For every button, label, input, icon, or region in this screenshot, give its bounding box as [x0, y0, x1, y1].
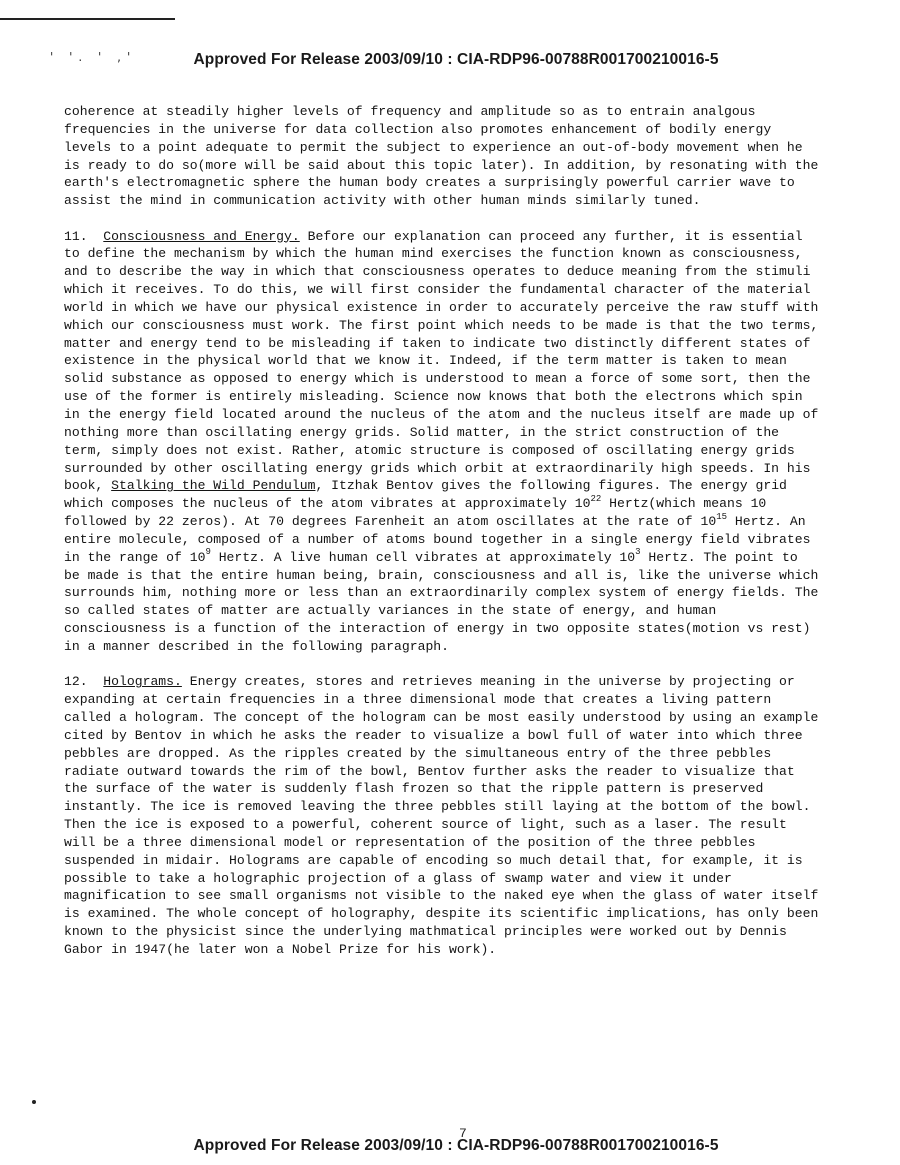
- footer-release-stamp: Approved For Release 2003/09/10 : CIA-RDP96-00788R001700210016-5: [193, 1137, 719, 1154]
- section-11-number: 11.: [64, 228, 88, 244]
- scan-dot: [32, 1100, 36, 1104]
- exponent-22: 22: [590, 493, 602, 504]
- document-body: [64, 103, 820, 959]
- section-11-text-6: Hertz. A live human cell vibrates at approximately 10: [210, 549, 636, 565]
- section-11-text-7: Hertz. The point to be made is that the entire human being, brain, consciousness and all is, like the universe which surrounds him, nothing more or less than an extraordinarily complex system of energy fields. The so called states of matter are actually variances in the state of energy, and human consciousness is a function of the interaction of energy in two opposite states(motion vs rest) in a manner described in the following paragraph.: [64, 549, 819, 654]
- section-12-heading: Holograms.: [103, 674, 182, 690]
- page-number: 7: [459, 1126, 467, 1141]
- section-11-text-3: the nucleus of the atom vibrates at approximately 10: [174, 496, 591, 512]
- scan-specks: ' '. ' ,': [50, 50, 137, 64]
- section-11-text-4: Hertz(which means 10 followed by 22 zeros). At 70 degrees Farenheit an atom oscillates at the rate of 10: [64, 496, 767, 530]
- exponent-15: 15: [716, 511, 727, 522]
- section-11-heading: Consciousness and Energy.: [103, 228, 300, 244]
- exponent-3: 3: [635, 547, 641, 558]
- section-11-text-2b: energy grid which composes: [64, 478, 787, 512]
- section-12-number: 12.: [64, 674, 88, 690]
- header-release-stamp: Approved For Release 2003/09/10 : CIA-RDP96-00788R001700210016-5: [193, 51, 719, 68]
- paragraph-continuation: coherence at steadily higher levels of frequency and amplitude so as to entrain analgous frequencies in the universe for data collection also promotes enhancement of bodily energy levels to a point adequate to permit the subject to experience an out-of-body movement when he is ready to do so(more will be said about this topic later). In addition, by resonating with the earth's electromagnetic sphere the human body creates a surprisingly powerful carrier wave to assist the mind in communication activity with other human minds similarly tuned.: [64, 104, 819, 209]
- section-11-paragraph: [64, 228, 820, 656]
- book-title: Stalking the Wild Pendulum: [111, 478, 316, 494]
- exponent-9: 9: [205, 547, 211, 558]
- section-11-text-5: Hertz. An entire molecule, composed of a number of atoms bound together in a single energy field vibrates in the range of 10: [64, 514, 811, 565]
- section-12-paragraph: [64, 673, 820, 959]
- section-12-text-1: Energy creates, stores and retrieves meaning in the universe by projecting or expanding at certain frequencies in a three dimensional mode that creates a living pattern called a hologram. The concept of the hologram can be most easily understood by using an example cited by Bentov in which he asks the reader to visualize a bowl full of water into which three pebbles are dropped. As the ripples created by the simultaneous entry of the three pebbles radiate outward towards the rim of the bowl, Bentov further asks the reader to visualize that the surface of the water is suddenly flash frozen so that the ripple pattern is preserved instantly. The ice is removed leaving the three pebbles still laying at the bottom of the bowl. Then the ice is exposed to a powerful, coherent source of light, such as a laser. The result will be a three dimensional model or representation of the position of the three pebbles suspended in midair. Holograms are capable of encoding so much detail that, for example, it is possible to take a holographic projection of a glass of swamp water and view it under magnification to see small organisms not visible to the naked eye when the glass of water itself is examined. The whole concept of holography, despite its scientific implications, has only been known to the physicist since the underlying mathmatical principles were worked out by Dennis Gabor in 1947(he later won a Nobel Prize for his work).: [64, 674, 819, 957]
- section-11-text-2: , Itzhak Bentov gives the following figures. The: [315, 478, 701, 494]
- top-border-rule: [0, 18, 175, 20]
- section-11-text-1: Before our explanation can proceed any further, it is essential to define the mechanism by which the human mind exercises the function known as consciousness, and to describe the way in which that consciousness operates to deduce meaning from the stimuli which it receives. To do this, we will first consider the fundamental character of the material world in which we have our physical existence in order to accurately perceive the raw stuff with which our consciousness must work. The first point which needs to be made is that the two terms, matter and energy tend to be misleading if taken to indicate two distinctly different states of existence in the physical world that we know it. Indeed, if the term matter is taken to mean solid substance as opposed to energy which is understood to mean a force of some sort, then the use of the former is entirely misleading. Science now knows that both the electrons which spin in the energy field located around the nucleus of the atom and the nucleus itself are made up of nothing more than oscillating energy grids. Solid matter, in the strict construction of the term, simply does not exist. Rather, atomic structure is composed of oscillating energy grids surrounded by other oscillating energy grids which orbit at extraordinarily high speeds. In his book,: [64, 228, 819, 494]
